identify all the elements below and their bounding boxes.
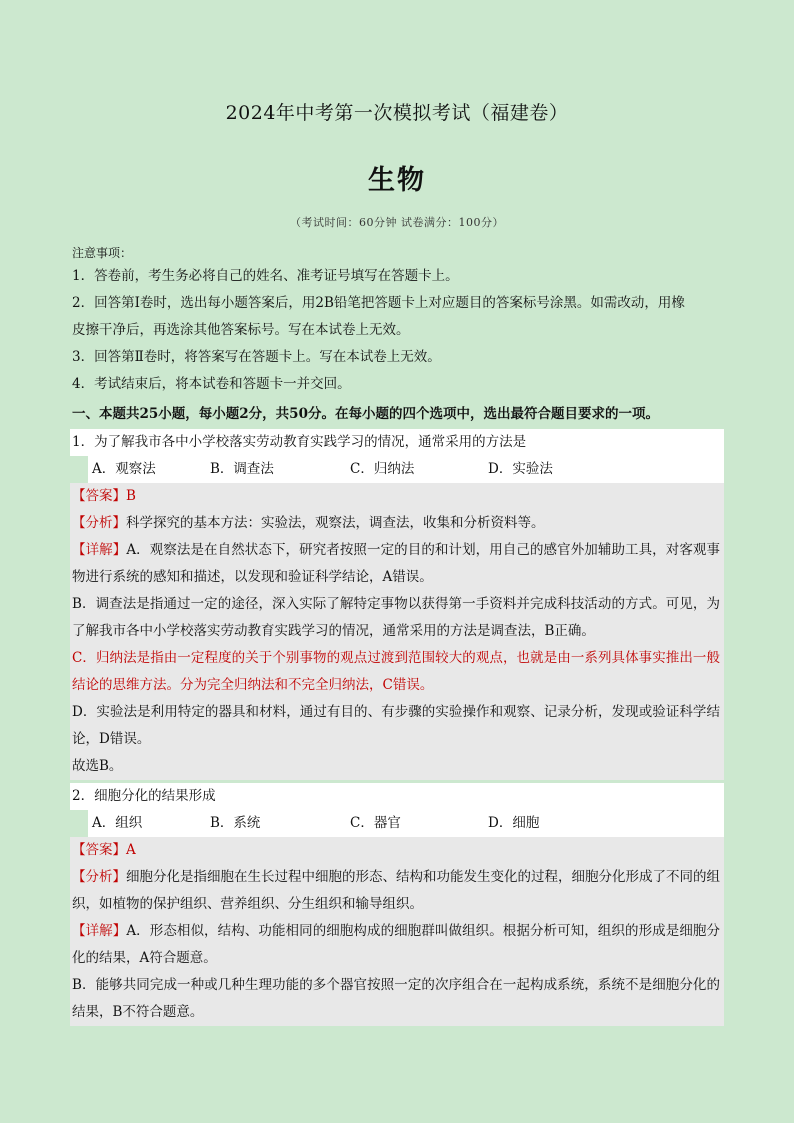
note-item: 1．答卷前，考生务必将自己的姓名、准考证号填写在答题卡上。: [72, 268, 459, 284]
subject-title: 生物: [368, 165, 426, 196]
option-a: A．组织: [92, 815, 143, 831]
detail-text: A．观察法是在自然状态下，研究者按照一定的目的和计划，用自己的感官外加辅助工具，对客观事物进行系统的感知和描述，以发现和验证科学结论，A错误。: [72, 542, 721, 585]
note-item: 皮擦干净后，再选涂其他答案标号。写在本试卷上无效。: [72, 322, 410, 338]
analysis-row: [70, 510, 724, 537]
detail-paragraph: B．调查法是指通过一定的途径，深入实际了解特定事物以获得第一手资料并完成科技活动的方式。可见，为了解我市各中小学校落实劳动教育实践学习的情况，通常采用的方法是调查法，B正确。: [70, 591, 724, 645]
notes-heading: 注意事项：: [72, 246, 133, 260]
conclusion: 故选B。: [70, 753, 724, 780]
analysis-paragraph: [70, 864, 724, 918]
answer-value: A: [126, 842, 136, 858]
question-2: [70, 783, 724, 1026]
question-stem: 2．细胞分化的结果形成: [70, 783, 724, 810]
analysis-tag: 【分析】: [72, 515, 126, 531]
note-item: 3．回答第Ⅱ卷时，将答案写在答题卡上。写在本试卷上无效。: [72, 349, 441, 365]
detail-tag: 【详解】: [72, 923, 127, 939]
analysis-tag: 【分析】: [72, 869, 126, 885]
options-row: [88, 810, 724, 837]
detail-text: A．形态相似，结构、功能相同的细胞构成的细胞群叫做组织。根据分析可知，组织的形成是细胞分化的结果，A符合题意。: [72, 923, 721, 966]
option-d: D．实验法: [488, 461, 553, 477]
option-b: B．调查法: [210, 461, 274, 477]
note-item: 4．考试结束后，将本试卷和答题卡一并交回。: [72, 376, 351, 392]
detail-paragraph: B．能够共同完成一种或几种生理功能的多个器官按照一定的次序组合在一起构成系统，系统不是细胞分化的结果，B不符合题意。: [70, 972, 724, 1026]
page-title: 2024年中考第一次模拟考试（福建卷）: [225, 102, 569, 124]
answer-row: [70, 837, 724, 864]
option-c: C．器官: [350, 815, 401, 831]
detail-paragraph: [70, 537, 724, 591]
analysis-text: 科学探究的基本方法：实验法，观察法，调查法，收集和分析资料等。: [126, 515, 545, 531]
detail-paragraph: D．实验法是利用特定的器具和材料，通过有目的、有步骤的实验操作和观察、记录分析，发现或验证科学结论，D错误。: [70, 699, 724, 753]
detail-tag: 【详解】: [72, 542, 127, 558]
question-1: [70, 429, 724, 780]
note-item: 2．回答第Ⅰ卷时，选出每小题答案后，用2B铅笔把答题卡上对应题目的答案标号涂黑。如需改动，用橡: [72, 295, 685, 311]
detail-paragraph: [70, 918, 724, 972]
answer-tag: 【答案】: [72, 842, 126, 858]
answer-tag: 【答案】: [72, 488, 126, 504]
answer-value: B: [126, 488, 136, 504]
option-c: C．归纳法: [350, 461, 415, 477]
analysis-text: 细胞分化是指细胞在生长过程中细胞的形态、结构和功能发生变化的过程，细胞分化形成了不同的组织，如植物的保护组织、营养组织、分生组织和输导组织。: [72, 869, 720, 912]
option-b: B．系统: [210, 815, 261, 831]
exam-meta: （考试时间：60分钟 试卷满分：100分）: [290, 216, 504, 229]
options-row: [88, 456, 724, 483]
answer-row: [70, 483, 724, 510]
notes: [72, 243, 722, 398]
question-stem: 1．为了解我市各中小学校落实劳动教育实践学习的情况，通常采用的方法是: [70, 429, 724, 456]
option-d: D．细胞: [488, 815, 540, 831]
section-heading: 一、本题共25小题，每小题2分，共50分。在每小题的四个选项中，选出最符合题目要求的一项。: [72, 406, 659, 422]
detail-paragraph: C．归纳法是指由一定程度的关于个别事物的观点过渡到范围较大的观点，也就是由一系列具体事实推出一般结论的思维方法。分为完全归纳法和不完全归纳法，C错误。: [70, 645, 724, 699]
option-a: A．观察法: [92, 461, 156, 477]
